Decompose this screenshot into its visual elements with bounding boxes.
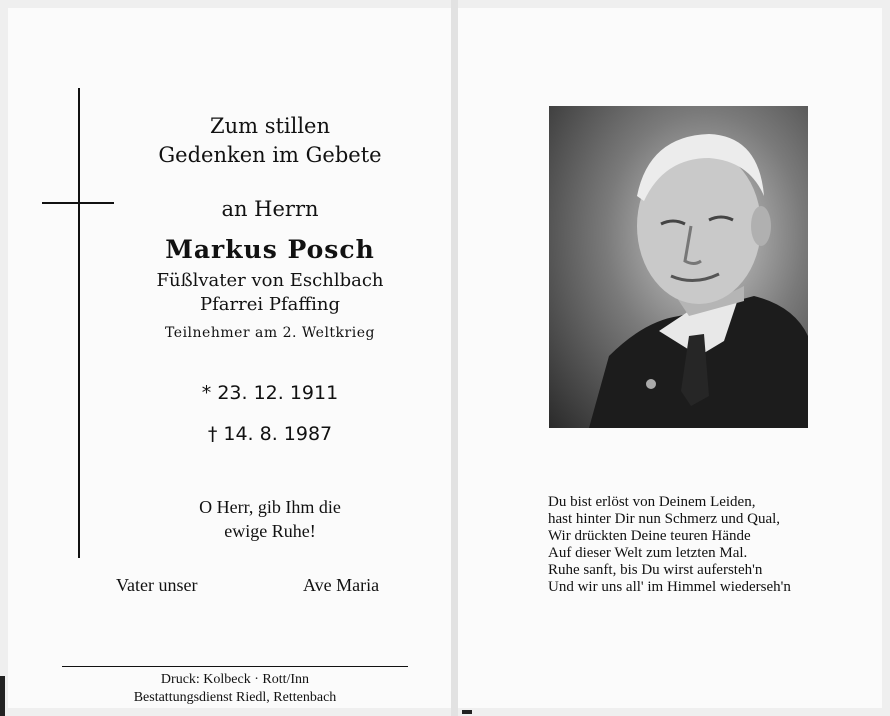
memorial-poem [548, 494, 791, 596]
poem-line-5: Ruhe sanft, bis Du wirst aufersteh'n [548, 562, 763, 578]
card-fold [451, 0, 458, 716]
scan-edge-mark [0, 676, 5, 716]
poem-line-3: Wir drückten Deine teuren Hände [548, 528, 751, 544]
heading-line-2: Gedenken im Gebete [158, 143, 382, 167]
deceased-name: Markus Posch [165, 235, 375, 264]
prayer-line-1: O Herr, gib Ihm die [199, 497, 341, 517]
poem-line-2: hast hinter Dir nun Schmerz und Qual, [548, 511, 781, 527]
prayer-line-2: ewige Ruhe! [224, 521, 316, 541]
parish-line: Pfarrei Pfaffing [199, 294, 340, 315]
cross-horizontal-bar [42, 202, 114, 204]
cross-vertical-bar [78, 88, 80, 558]
portrait-photo [549, 106, 808, 428]
role-line: Füßlvater von Eschlbach [156, 270, 384, 291]
death-date: † 14. 8. 1987 [207, 423, 333, 445]
printer-line-2: Bestattungsdienst Riedl, Rettenbach [133, 690, 337, 705]
left-card-panel [8, 8, 451, 708]
heading-line-1: Zum stillen [209, 114, 331, 138]
salutation: an Herrn [221, 197, 319, 221]
printer-line-1: Druck: Kolbeck · Rott/Inn [160, 672, 310, 687]
scan-edge-mark [462, 710, 472, 714]
poem-line-1: Du bist erlöst von Deinem Leiden, [548, 494, 756, 510]
poem-line-6: Und wir uns all' im Himmel wiederseh'n [548, 579, 791, 595]
war-note: Teilnehmer am 2. Weltkrieg [165, 325, 375, 341]
prayer-vater-unser: Vater unser [116, 575, 198, 595]
poem-line-4: Auf dieser Welt zum letzten Mal. [548, 545, 748, 561]
birth-date: * 23. 12. 1911 [201, 382, 339, 404]
prayer-ave-maria: Ave Maria [303, 575, 380, 595]
footer-rule [62, 666, 408, 667]
portrait-illustration [549, 106, 808, 428]
